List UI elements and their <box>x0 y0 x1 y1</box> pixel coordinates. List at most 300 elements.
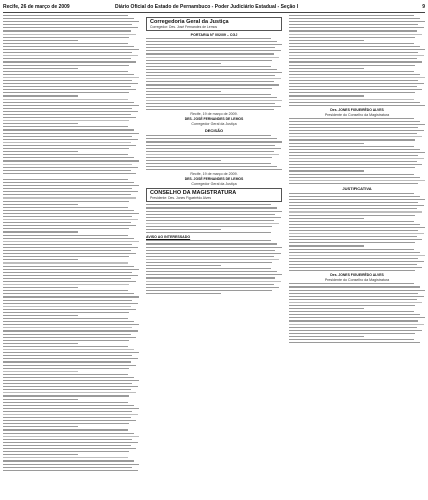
text-line <box>289 130 424 131</box>
text-line <box>146 94 271 95</box>
text-line <box>3 157 134 158</box>
text-line <box>3 133 139 134</box>
text-line <box>3 250 131 251</box>
text-line <box>3 154 128 155</box>
text-line <box>3 24 132 25</box>
text-line <box>3 92 129 93</box>
text-line <box>3 405 134 406</box>
text-line <box>3 160 139 161</box>
text-line <box>146 229 221 230</box>
text-line <box>3 43 128 44</box>
text-line <box>146 91 221 92</box>
text-line <box>289 199 425 200</box>
text-line <box>3 256 129 257</box>
text-line <box>289 255 425 256</box>
text-line <box>3 423 129 424</box>
text-line <box>3 77 139 78</box>
text-line <box>289 80 418 81</box>
text-line <box>3 368 129 369</box>
text-line <box>289 293 418 294</box>
text-line <box>146 211 282 212</box>
text-line <box>3 464 139 465</box>
text-line <box>3 266 134 267</box>
text-line <box>3 145 136 146</box>
text-line <box>289 208 417 209</box>
text-line <box>289 180 425 181</box>
text-line <box>289 227 425 228</box>
text-line <box>289 83 424 84</box>
text-line <box>289 92 415 93</box>
text-line <box>3 185 139 186</box>
text-line <box>289 242 415 243</box>
text-line <box>3 194 131 195</box>
text-line <box>146 265 221 266</box>
text-line <box>146 148 281 149</box>
text-line <box>289 152 425 153</box>
text-line <box>289 124 425 125</box>
text-line <box>3 454 78 455</box>
text-line <box>3 365 136 366</box>
text-line <box>3 287 78 288</box>
text-line <box>146 84 279 85</box>
text-line <box>3 99 128 100</box>
text-line <box>3 80 132 81</box>
text-line <box>3 346 128 347</box>
text-line <box>3 337 136 338</box>
text-line <box>146 226 272 227</box>
text-line <box>3 445 131 446</box>
text-line <box>3 111 138 112</box>
text-line <box>289 86 417 87</box>
header-date: Recife, 26 de março de 2009 <box>3 4 70 10</box>
signature-place-1: Recife, 19 de março de 2009. <box>190 112 238 117</box>
text-line <box>289 136 422 137</box>
text-line <box>289 308 364 309</box>
text-line <box>146 151 274 152</box>
text-line <box>146 259 279 260</box>
text-line <box>3 18 134 19</box>
text-line <box>289 314 420 315</box>
text-line <box>3 108 132 109</box>
text-line <box>289 24 418 25</box>
text-line <box>146 169 282 170</box>
text-line <box>289 30 417 31</box>
justificativa-heading: JUSTIFICATIVA <box>342 185 372 191</box>
text-line <box>289 37 415 38</box>
corregedoria-subtitle: Corregedor: Des. José Fernandes de Lemos <box>150 25 218 29</box>
text-line <box>3 40 78 41</box>
text-line <box>3 58 131 59</box>
text-line <box>146 88 272 89</box>
text-line <box>146 157 272 158</box>
header-divider <box>3 12 425 13</box>
column-2 <box>146 15 282 495</box>
col3-signature-role-1: Presidente do Conselho da Magistratura <box>324 112 390 117</box>
col3-signature-name-2: Des. JONES FIGUEIRÊDO ALVES <box>330 273 384 278</box>
text-line <box>289 68 364 69</box>
text-line <box>289 330 422 331</box>
corregedoria-title: Corregedoria Geral da Justiça <box>150 19 229 25</box>
text-line <box>3 457 128 458</box>
text-line <box>146 38 271 39</box>
text-line <box>289 174 414 175</box>
text-line <box>289 252 420 253</box>
text-line <box>289 324 424 325</box>
text-line <box>3 191 138 192</box>
text-line <box>289 196 420 197</box>
text-line <box>3 436 139 437</box>
text-line <box>3 139 138 140</box>
text-line <box>289 236 417 237</box>
text-line <box>146 135 271 136</box>
text-line <box>3 470 138 471</box>
text-line <box>3 386 138 387</box>
diario-page <box>3 3 425 497</box>
text-line <box>289 18 420 19</box>
text-line <box>3 173 136 174</box>
text-line <box>3 83 138 84</box>
text-line <box>289 99 414 100</box>
text-line <box>3 460 134 461</box>
text-line <box>289 320 418 321</box>
header-title: Diário Oficial do Estado de Pernambuco - Poder Judiciário Estadual - Seção I <box>115 4 299 10</box>
text-line <box>3 306 131 307</box>
text-line <box>3 352 139 353</box>
text-line <box>3 377 134 378</box>
text-line <box>289 299 417 300</box>
text-line <box>3 300 132 301</box>
text-line <box>3 123 78 124</box>
text-line <box>3 120 129 121</box>
text-line <box>3 74 134 75</box>
column-3 <box>289 15 425 495</box>
signature-place-2: Recife, 19 de março de 2009. <box>190 172 238 177</box>
text-line <box>146 57 279 58</box>
text-line <box>289 221 414 222</box>
text-line <box>3 429 128 430</box>
text-line <box>146 223 279 224</box>
text-line <box>3 392 136 393</box>
text-line <box>3 303 138 304</box>
text-line <box>3 411 132 412</box>
col1-text-block-a <box>3 15 139 174</box>
text-line <box>3 417 131 418</box>
text-line <box>146 109 274 110</box>
text-line <box>289 230 418 231</box>
text-line <box>289 264 417 265</box>
text-line <box>146 154 279 155</box>
text-line <box>3 448 136 449</box>
text-line <box>3 52 132 53</box>
text-line <box>289 205 424 206</box>
text-line <box>289 258 418 259</box>
text-line <box>289 127 418 128</box>
text-line <box>289 65 415 66</box>
text-line <box>3 442 138 443</box>
text-line <box>3 253 136 254</box>
column-1 <box>3 15 139 495</box>
text-line <box>3 241 139 242</box>
text-line <box>3 420 136 421</box>
text-line <box>146 72 282 73</box>
text-line <box>289 202 418 203</box>
text-line <box>146 253 281 254</box>
col3-text-block-b <box>289 118 425 184</box>
text-line <box>3 426 78 427</box>
col3-signature-role-2: Presidente do Conselho da Magistratura <box>324 278 390 283</box>
text-line <box>3 395 129 396</box>
text-line <box>289 164 422 165</box>
text-line <box>289 118 414 119</box>
text-line <box>146 78 281 79</box>
text-line <box>3 182 134 183</box>
text-line <box>289 143 364 144</box>
text-line <box>3 49 139 50</box>
text-line <box>289 146 414 147</box>
text-line <box>289 133 417 134</box>
text-line <box>146 247 282 248</box>
text-line <box>3 167 138 168</box>
text-line <box>289 40 364 41</box>
text-line <box>3 451 129 452</box>
text-line <box>289 27 424 28</box>
conselho-title: CONSELHO DA MAGISTRATURA <box>150 190 237 197</box>
text-line <box>3 170 131 171</box>
text-line <box>3 102 134 103</box>
text-line <box>3 361 131 362</box>
text-line <box>3 358 138 359</box>
text-line <box>289 52 418 53</box>
text-line <box>146 256 274 257</box>
text-line <box>3 216 132 217</box>
text-line <box>146 41 277 42</box>
text-line <box>3 37 129 38</box>
text-line <box>289 305 415 306</box>
text-line <box>146 44 282 45</box>
text-line <box>3 105 139 106</box>
text-line <box>3 71 128 72</box>
text-line <box>146 53 274 54</box>
text-line <box>146 250 275 251</box>
text-line <box>289 89 422 90</box>
text-line <box>3 334 131 335</box>
text-line <box>3 129 134 130</box>
text-line <box>146 166 277 167</box>
text-line <box>289 121 420 122</box>
text-line <box>146 217 281 218</box>
text-line <box>3 15 128 16</box>
text-line <box>3 408 139 409</box>
text-line <box>289 15 414 16</box>
text-line <box>3 284 129 285</box>
text-line <box>146 271 277 272</box>
text-line <box>3 269 139 270</box>
aviso-heading: AVISO AO INTERESSADO <box>146 235 191 240</box>
text-line <box>289 342 420 343</box>
text-line <box>146 141 282 142</box>
text-line <box>289 95 364 96</box>
text-line <box>289 224 420 225</box>
text-line <box>289 139 415 140</box>
text-line <box>3 439 132 440</box>
text-line <box>289 339 414 340</box>
text-line <box>289 283 414 284</box>
text-line <box>289 333 415 334</box>
text-line <box>289 296 424 297</box>
text-line <box>289 49 425 50</box>
text-line <box>3 281 136 282</box>
text-line <box>146 81 274 82</box>
text-line <box>146 262 272 263</box>
text-line <box>3 142 131 143</box>
text-line <box>3 46 134 47</box>
text-line <box>289 61 422 62</box>
text-line <box>3 272 132 273</box>
text-line <box>3 65 129 66</box>
text-line <box>146 163 271 164</box>
text-line <box>3 244 132 245</box>
text-line <box>3 136 132 137</box>
text-line <box>3 467 132 468</box>
text-line <box>3 86 131 87</box>
text-line <box>289 21 425 22</box>
portaria-heading: PORTARIA Nº 002/09 – CGJ <box>190 33 238 37</box>
text-line <box>146 274 282 275</box>
text-line <box>146 75 275 76</box>
text-line <box>3 21 139 22</box>
text-line <box>146 60 272 61</box>
text-line <box>3 293 134 294</box>
text-line <box>3 34 136 35</box>
col2-text-block-a <box>146 38 282 110</box>
text-line <box>289 193 414 194</box>
text-line <box>289 71 414 72</box>
text-line <box>146 240 271 241</box>
text-line <box>289 155 418 156</box>
text-line <box>3 247 138 248</box>
text-line <box>3 321 134 322</box>
text-line <box>3 349 134 350</box>
text-line <box>289 167 415 168</box>
text-line <box>3 315 78 316</box>
text-line <box>3 213 139 214</box>
text-line <box>289 158 424 159</box>
text-line <box>3 89 136 90</box>
text-line <box>3 30 131 31</box>
signature-name-2: DES. JOSÉ FERNANDES DE LEMOS <box>184 177 244 182</box>
text-line <box>289 327 417 328</box>
conselho-subtitle: Presidente: Des. Jones Figueirêdo Alves <box>150 196 212 201</box>
text-line <box>289 58 417 59</box>
text-line <box>3 275 138 276</box>
text-line <box>3 340 129 341</box>
text-line <box>146 145 275 146</box>
text-line <box>146 63 221 64</box>
text-line <box>3 68 78 69</box>
text-line <box>3 312 129 313</box>
text-line <box>146 138 277 139</box>
text-line <box>289 170 364 171</box>
text-line <box>3 318 128 319</box>
text-line <box>3 330 138 331</box>
text-line <box>3 355 132 356</box>
text-line <box>3 380 139 381</box>
col3-text-block-a <box>289 15 425 106</box>
text-line <box>3 324 139 325</box>
text-line <box>3 114 131 115</box>
text-line <box>289 102 420 103</box>
col2-text-block-b <box>146 135 282 170</box>
text-line <box>3 228 129 229</box>
decisao-heading: DECISÃO <box>204 128 224 134</box>
text-line <box>289 261 424 262</box>
text-line <box>146 50 281 51</box>
col3-signature-name-1: Des. JONES FIGUEIRÊDO ALVES <box>330 107 384 112</box>
conselho-banner <box>146 188 282 202</box>
text-line <box>3 210 134 211</box>
text-line <box>289 336 364 337</box>
text-line <box>146 232 271 233</box>
text-line <box>146 268 271 269</box>
text-line <box>289 43 414 44</box>
text-line <box>289 245 364 246</box>
text-line <box>289 215 415 216</box>
text-line <box>3 343 78 344</box>
text-line <box>3 197 136 198</box>
text-line <box>146 243 277 244</box>
text-line <box>3 389 131 390</box>
text-line <box>3 148 129 149</box>
text-line <box>3 27 138 28</box>
text-line <box>3 55 138 56</box>
signature-name-1: DES. JOSÉ FERNANDES DE LEMOS <box>184 117 244 122</box>
text-line <box>289 211 422 212</box>
text-line <box>146 100 282 101</box>
text-line <box>3 231 78 232</box>
text-line <box>3 327 132 328</box>
text-line <box>289 317 425 318</box>
text-line <box>3 309 136 310</box>
text-line <box>3 204 78 205</box>
page-header <box>3 3 425 12</box>
text-line <box>146 290 272 291</box>
col2-text-block-c <box>146 204 282 233</box>
text-line <box>3 402 128 403</box>
text-line <box>146 47 275 48</box>
text-line <box>3 117 136 118</box>
text-line <box>289 77 425 78</box>
text-line <box>3 235 128 236</box>
signature-role-1: Corregedor Geral da Justiça <box>191 122 237 127</box>
text-line <box>146 204 271 205</box>
text-line <box>289 105 425 106</box>
text-line <box>3 371 78 372</box>
text-line <box>146 207 277 208</box>
text-line <box>289 270 415 271</box>
text-line <box>289 233 424 234</box>
text-line <box>289 177 420 178</box>
text-line <box>146 214 275 215</box>
text-line <box>3 225 136 226</box>
text-line <box>289 239 422 240</box>
text-line <box>289 161 417 162</box>
text-line <box>146 284 274 285</box>
text-line <box>3 207 128 208</box>
text-line <box>146 281 281 282</box>
text-line <box>289 311 414 312</box>
text-line <box>3 399 78 400</box>
text-line <box>3 296 139 297</box>
